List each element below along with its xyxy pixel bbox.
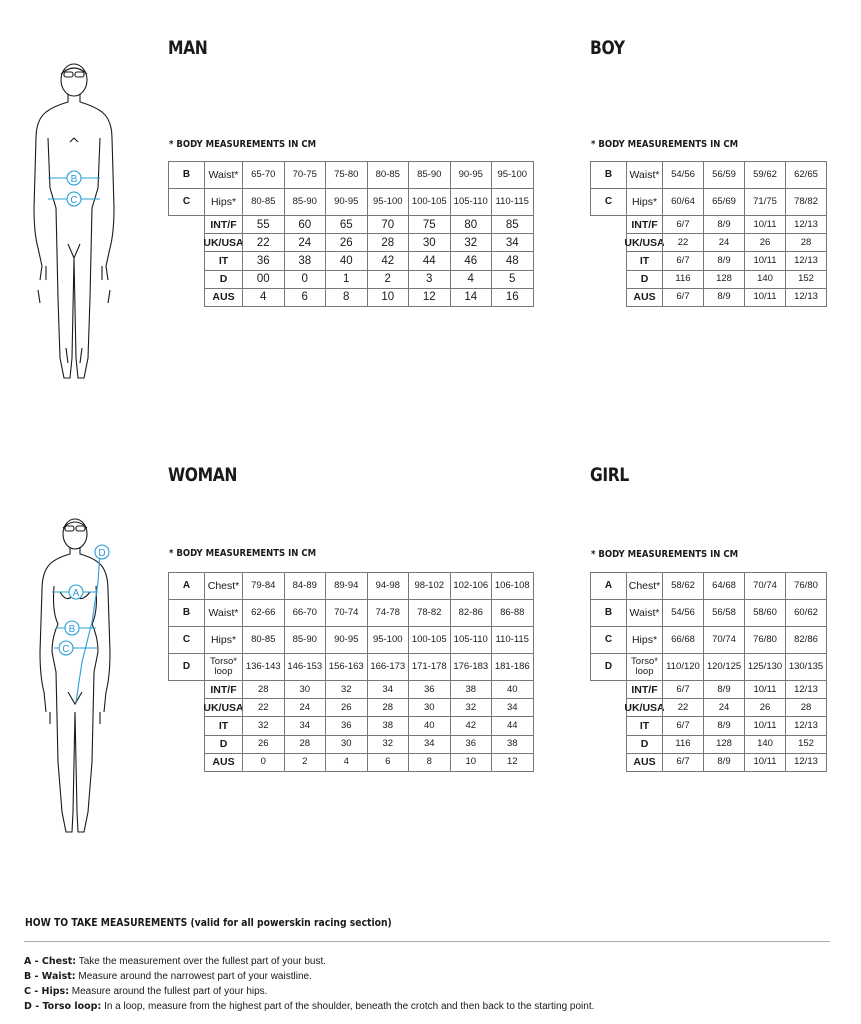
howto-item-chest bbox=[24, 956, 326, 967]
measure-value: 95-100 bbox=[367, 188, 410, 216]
howto-text: Measure around the fullest part of your hips. bbox=[71, 986, 268, 997]
size-system-label: INT/F bbox=[626, 680, 663, 699]
size-row bbox=[205, 736, 534, 754]
size-value: 4 bbox=[325, 753, 368, 772]
size-value: 32 bbox=[450, 698, 493, 717]
howto-item-hips bbox=[24, 986, 267, 997]
size-value: 10 bbox=[367, 288, 410, 307]
measure-value: 76/80 bbox=[744, 626, 786, 654]
measure-value: 110-115 bbox=[491, 626, 534, 654]
size-value: 10/11 bbox=[744, 251, 786, 270]
size-value: 24 bbox=[284, 233, 327, 252]
measure-label: Hips* bbox=[626, 626, 663, 654]
size-value: 6/7 bbox=[662, 251, 704, 270]
size-row bbox=[205, 289, 534, 307]
size-row bbox=[627, 717, 827, 735]
size-value: 44 bbox=[408, 251, 451, 270]
howto-text: In a loop, measure from the highest part of the shoulder, beneath the crotch and then back to the starting point. bbox=[104, 1001, 595, 1012]
measure-value: 70-74 bbox=[325, 599, 368, 627]
size-value: 36 bbox=[325, 716, 368, 735]
marker-label: D bbox=[98, 548, 106, 559]
size-value: 60 bbox=[284, 215, 327, 234]
size-value: 32 bbox=[450, 233, 493, 252]
measure-value: 102-106 bbox=[450, 572, 493, 600]
measure-value: 66-70 bbox=[284, 599, 327, 627]
size-system-label: IT bbox=[204, 251, 243, 270]
section-title-man: MAN bbox=[168, 37, 208, 59]
size-value: 8/9 bbox=[703, 716, 745, 735]
size-value: 32 bbox=[325, 680, 368, 699]
measure-value: 80-85 bbox=[242, 626, 285, 654]
measure-value: 58/60 bbox=[744, 599, 786, 627]
size-value: 34 bbox=[367, 680, 410, 699]
measure-value: 74-78 bbox=[367, 599, 410, 627]
size-value: 28 bbox=[785, 233, 827, 252]
size-value: 8/9 bbox=[703, 215, 745, 234]
size-system-label: UK/USA bbox=[626, 698, 663, 717]
measure-label: Torso* loop bbox=[626, 653, 663, 681]
size-value: 14 bbox=[450, 288, 493, 307]
size-value: 36 bbox=[450, 735, 493, 754]
measure-value: 82/86 bbox=[785, 626, 827, 654]
size-value: 152 bbox=[785, 270, 827, 289]
size-row bbox=[627, 289, 827, 307]
size-value: 38 bbox=[367, 716, 410, 735]
measure-label: Hips* bbox=[204, 626, 243, 654]
measure-row bbox=[591, 162, 827, 189]
measure-value: 84-89 bbox=[284, 572, 327, 600]
measure-row bbox=[169, 600, 534, 627]
measure-value: 110-115 bbox=[491, 188, 534, 216]
size-value: 85 bbox=[491, 215, 534, 234]
howto-title: HOW TO TAKE MEASUREMENTS (valid for all powerskin racing section) bbox=[25, 917, 392, 929]
measure-value: 62/65 bbox=[785, 161, 827, 189]
measure-value: 106-108 bbox=[491, 572, 534, 600]
measure-value: 181-186 bbox=[491, 653, 534, 681]
size-value: 116 bbox=[662, 270, 704, 289]
size-system-label: D bbox=[204, 270, 243, 289]
size-value: 2 bbox=[284, 753, 327, 772]
size-value: 00 bbox=[242, 270, 285, 289]
howto-term: D - Torso loop: bbox=[24, 1001, 102, 1012]
measure-value: 85-90 bbox=[408, 161, 451, 189]
size-value: 22 bbox=[242, 698, 285, 717]
measure-value: 80-85 bbox=[367, 161, 410, 189]
measure-value: 90-95 bbox=[325, 626, 368, 654]
size-value: 5 bbox=[491, 270, 534, 289]
measure-row bbox=[591, 573, 827, 600]
measure-key: B bbox=[168, 599, 205, 627]
howto-term: A - Chest: bbox=[24, 956, 77, 967]
size-value: 36 bbox=[408, 680, 451, 699]
measure-value: 79-84 bbox=[242, 572, 285, 600]
measure-key: B bbox=[590, 599, 627, 627]
size-value: 10/11 bbox=[744, 753, 786, 772]
size-value: 8/9 bbox=[703, 680, 745, 699]
size-system-label: AUS bbox=[626, 288, 663, 307]
marker-label: C bbox=[70, 195, 78, 206]
size-value: 2 bbox=[367, 270, 410, 289]
subtitle-girl: * BODY MEASUREMENTS IN CM bbox=[591, 549, 739, 560]
measure-value: 59/62 bbox=[744, 161, 786, 189]
measure-value: 120/125 bbox=[703, 653, 745, 681]
size-system-label: IT bbox=[204, 716, 243, 735]
measure-value: 95-100 bbox=[491, 161, 534, 189]
size-value: 26 bbox=[242, 735, 285, 754]
size-value: 48 bbox=[491, 251, 534, 270]
size-value: 12/13 bbox=[785, 288, 827, 307]
size-system-label: D bbox=[204, 735, 243, 754]
size-row bbox=[205, 216, 534, 234]
man-body-figure bbox=[28, 58, 118, 388]
measure-value: 85-90 bbox=[284, 626, 327, 654]
size-value: 34 bbox=[491, 233, 534, 252]
size-value: 70 bbox=[367, 215, 410, 234]
measure-row bbox=[169, 573, 534, 600]
measure-key: B bbox=[168, 161, 205, 189]
size-value: 55 bbox=[242, 215, 285, 234]
measure-value: 58/62 bbox=[662, 572, 704, 600]
size-value: 6 bbox=[367, 753, 410, 772]
measure-key: B bbox=[590, 161, 627, 189]
size-value: 22 bbox=[242, 233, 285, 252]
size-value: 116 bbox=[662, 735, 704, 754]
measure-value: 76/80 bbox=[785, 572, 827, 600]
measure-value: 82-86 bbox=[450, 599, 493, 627]
measure-row bbox=[169, 162, 534, 189]
measure-label: Chest* bbox=[204, 572, 243, 600]
measure-value: 65/69 bbox=[703, 188, 745, 216]
size-value: 10/11 bbox=[744, 288, 786, 307]
size-value: 6/7 bbox=[662, 716, 704, 735]
size-value: 10/11 bbox=[744, 716, 786, 735]
size-row bbox=[205, 699, 534, 717]
measure-label: Hips* bbox=[204, 188, 243, 216]
size-value: 1 bbox=[325, 270, 368, 289]
marker-label: B bbox=[70, 174, 78, 185]
size-value: 38 bbox=[491, 735, 534, 754]
size-value: 4 bbox=[450, 270, 493, 289]
size-system-label: D bbox=[626, 735, 663, 754]
measure-label: Waist* bbox=[204, 161, 243, 189]
measure-value: 146-153 bbox=[284, 653, 327, 681]
measure-value: 100-105 bbox=[408, 626, 451, 654]
size-value: 44 bbox=[491, 716, 534, 735]
measure-value: 56/59 bbox=[703, 161, 745, 189]
size-value: 12/13 bbox=[785, 753, 827, 772]
howto-term: B - Waist: bbox=[24, 971, 76, 982]
size-value: 30 bbox=[408, 698, 451, 717]
measure-value: 70/74 bbox=[703, 626, 745, 654]
size-value: 28 bbox=[284, 735, 327, 754]
divider bbox=[24, 941, 830, 942]
howto-text: Take the measurement over the fullest part of your bust. bbox=[78, 956, 327, 967]
measure-label: Waist* bbox=[204, 599, 243, 627]
measure-value: 75-80 bbox=[325, 161, 368, 189]
section-title-woman: WOMAN bbox=[168, 464, 237, 486]
size-value: 8/9 bbox=[703, 251, 745, 270]
size-value: 30 bbox=[325, 735, 368, 754]
size-value: 34 bbox=[491, 698, 534, 717]
measure-value: 71/75 bbox=[744, 188, 786, 216]
size-value: 4 bbox=[242, 288, 285, 307]
measure-value: 105-110 bbox=[450, 188, 493, 216]
measure-value: 60/62 bbox=[785, 599, 827, 627]
size-value: 10/11 bbox=[744, 680, 786, 699]
size-value: 140 bbox=[744, 735, 786, 754]
size-value: 32 bbox=[367, 735, 410, 754]
size-system-label: UK/USA bbox=[204, 698, 243, 717]
size-row bbox=[627, 271, 827, 289]
size-value: 34 bbox=[408, 735, 451, 754]
size-value: 34 bbox=[284, 716, 327, 735]
size-row bbox=[627, 252, 827, 270]
size-system-label: INT/F bbox=[626, 215, 663, 234]
size-value: 10/11 bbox=[744, 215, 786, 234]
measure-value: 98-102 bbox=[408, 572, 451, 600]
measure-key: C bbox=[590, 188, 627, 216]
measure-row bbox=[169, 627, 534, 654]
subtitle-woman: * BODY MEASUREMENTS IN CM bbox=[169, 548, 317, 559]
measure-key: A bbox=[590, 572, 627, 600]
size-value: 75 bbox=[408, 215, 451, 234]
size-value: 6/7 bbox=[662, 215, 704, 234]
measure-value: 54/56 bbox=[662, 161, 704, 189]
measure-value: 78-82 bbox=[408, 599, 451, 627]
measure-value: 136-143 bbox=[242, 653, 285, 681]
size-value: 28 bbox=[367, 233, 410, 252]
size-row bbox=[627, 681, 827, 699]
measure-row bbox=[591, 189, 827, 216]
measure-label: Chest* bbox=[626, 572, 663, 600]
size-system-label: INT/F bbox=[204, 680, 243, 699]
marker-label: C bbox=[62, 644, 70, 655]
size-row bbox=[205, 252, 534, 270]
measure-value: 176-183 bbox=[450, 653, 493, 681]
size-value: 28 bbox=[242, 680, 285, 699]
size-value: 22 bbox=[662, 233, 704, 252]
size-value: 8/9 bbox=[703, 288, 745, 307]
size-value: 6 bbox=[284, 288, 327, 307]
size-value: 26 bbox=[744, 233, 786, 252]
size-value: 30 bbox=[284, 680, 327, 699]
size-value: 128 bbox=[703, 735, 745, 754]
section-title-boy: BOY bbox=[590, 37, 625, 59]
size-value: 80 bbox=[450, 215, 493, 234]
measure-value: 105-110 bbox=[450, 626, 493, 654]
size-value: 36 bbox=[242, 251, 285, 270]
size-value: 24 bbox=[703, 233, 745, 252]
size-system-label: UK/USA bbox=[204, 233, 243, 252]
size-system-label: UK/USA bbox=[626, 233, 663, 252]
measure-value: 70/74 bbox=[744, 572, 786, 600]
size-value: 28 bbox=[785, 698, 827, 717]
size-row bbox=[627, 216, 827, 234]
section-title-girl: GIRL bbox=[590, 464, 629, 486]
howto-text: Measure around the narrowest part of your waistline. bbox=[78, 971, 312, 982]
size-system-label: INT/F bbox=[204, 215, 243, 234]
measure-value: 89-94 bbox=[325, 572, 368, 600]
measure-value: 80-85 bbox=[242, 188, 285, 216]
measure-label: Waist* bbox=[626, 161, 663, 189]
measure-key: D bbox=[168, 653, 205, 681]
size-value: 12/13 bbox=[785, 716, 827, 735]
size-value: 26 bbox=[325, 233, 368, 252]
size-value: 22 bbox=[662, 698, 704, 717]
measure-value: 125/130 bbox=[744, 653, 786, 681]
measure-label: Hips* bbox=[626, 188, 663, 216]
size-value: 12/13 bbox=[785, 680, 827, 699]
size-value: 10 bbox=[450, 753, 493, 772]
measure-value: 130/135 bbox=[785, 653, 827, 681]
size-value: 26 bbox=[325, 698, 368, 717]
size-value: 28 bbox=[367, 698, 410, 717]
size-value: 12/13 bbox=[785, 251, 827, 270]
subtitle-man: * BODY MEASUREMENTS IN CM bbox=[169, 139, 317, 150]
measure-value: 171-178 bbox=[408, 653, 451, 681]
size-value: 6/7 bbox=[662, 753, 704, 772]
size-value: 12 bbox=[491, 753, 534, 772]
measure-row bbox=[591, 627, 827, 654]
measure-value: 90-95 bbox=[325, 188, 368, 216]
size-system-label: AUS bbox=[204, 288, 243, 307]
size-system-label: AUS bbox=[626, 753, 663, 772]
size-value: 40 bbox=[408, 716, 451, 735]
measure-label: Torso* loop bbox=[204, 653, 243, 681]
size-value: 0 bbox=[284, 270, 327, 289]
measure-key: C bbox=[168, 188, 205, 216]
measure-key: D bbox=[590, 653, 627, 681]
measure-label: Waist* bbox=[626, 599, 663, 627]
measure-row bbox=[169, 654, 534, 681]
size-value: 24 bbox=[703, 698, 745, 717]
marker-label: B bbox=[68, 624, 76, 635]
size-row bbox=[205, 681, 534, 699]
size-value: 30 bbox=[408, 233, 451, 252]
measure-value: 66/68 bbox=[662, 626, 704, 654]
measure-value: 60/64 bbox=[662, 188, 704, 216]
size-value: 6/7 bbox=[662, 680, 704, 699]
measure-value: 86-88 bbox=[491, 599, 534, 627]
measure-row bbox=[591, 654, 827, 681]
howto-item-waist bbox=[24, 971, 312, 982]
measure-value: 70-75 bbox=[284, 161, 327, 189]
measure-value: 110/120 bbox=[662, 653, 704, 681]
size-value: 8 bbox=[325, 288, 368, 307]
size-row bbox=[627, 736, 827, 754]
measure-value: 65-70 bbox=[242, 161, 285, 189]
measure-value: 54/56 bbox=[662, 599, 704, 627]
howto-item-torso bbox=[24, 1001, 594, 1012]
size-row bbox=[627, 754, 827, 772]
size-value: 16 bbox=[491, 288, 534, 307]
size-value: 6/7 bbox=[662, 288, 704, 307]
size-value: 32 bbox=[242, 716, 285, 735]
measure-value: 156-163 bbox=[325, 653, 368, 681]
size-system-label: D bbox=[626, 270, 663, 289]
size-value: 42 bbox=[367, 251, 410, 270]
measure-key: C bbox=[590, 626, 627, 654]
measure-value: 56/58 bbox=[703, 599, 745, 627]
size-row bbox=[205, 754, 534, 772]
measure-value: 100-105 bbox=[408, 188, 451, 216]
size-value: 8 bbox=[408, 753, 451, 772]
size-value: 40 bbox=[491, 680, 534, 699]
size-value: 128 bbox=[703, 270, 745, 289]
size-value: 46 bbox=[450, 251, 493, 270]
subtitle-boy: * BODY MEASUREMENTS IN CM bbox=[591, 139, 739, 150]
size-system-label: IT bbox=[626, 251, 663, 270]
size-value: 26 bbox=[744, 698, 786, 717]
size-value: 12/13 bbox=[785, 215, 827, 234]
size-value: 3 bbox=[408, 270, 451, 289]
measure-row bbox=[169, 189, 534, 216]
size-system-label: IT bbox=[626, 716, 663, 735]
size-value: 0 bbox=[242, 753, 285, 772]
measure-value: 90-95 bbox=[450, 161, 493, 189]
size-value: 152 bbox=[785, 735, 827, 754]
measure-value: 85-90 bbox=[284, 188, 327, 216]
size-value: 12 bbox=[408, 288, 451, 307]
measure-value: 94-98 bbox=[367, 572, 410, 600]
measure-value: 78/82 bbox=[785, 188, 827, 216]
measure-value: 95-100 bbox=[367, 626, 410, 654]
size-value: 40 bbox=[325, 251, 368, 270]
size-value: 65 bbox=[325, 215, 368, 234]
measure-key: C bbox=[168, 626, 205, 654]
size-row bbox=[205, 717, 534, 735]
size-row bbox=[205, 271, 534, 289]
size-value: 24 bbox=[284, 698, 327, 717]
howto-term: C - Hips: bbox=[24, 986, 69, 997]
size-value: 38 bbox=[284, 251, 327, 270]
marker-label: A bbox=[72, 588, 80, 599]
size-value: 8/9 bbox=[703, 753, 745, 772]
size-value: 140 bbox=[744, 270, 786, 289]
size-row bbox=[624, 699, 827, 717]
size-value: 42 bbox=[450, 716, 493, 735]
size-row bbox=[205, 234, 534, 252]
measure-value: 64/68 bbox=[703, 572, 745, 600]
woman-body-figure bbox=[30, 512, 120, 842]
size-row bbox=[624, 234, 827, 252]
size-value: 38 bbox=[450, 680, 493, 699]
measure-value: 166-173 bbox=[367, 653, 410, 681]
measure-row bbox=[591, 600, 827, 627]
size-system-label: AUS bbox=[204, 753, 243, 772]
measure-key: A bbox=[168, 572, 205, 600]
measure-value: 62-66 bbox=[242, 599, 285, 627]
